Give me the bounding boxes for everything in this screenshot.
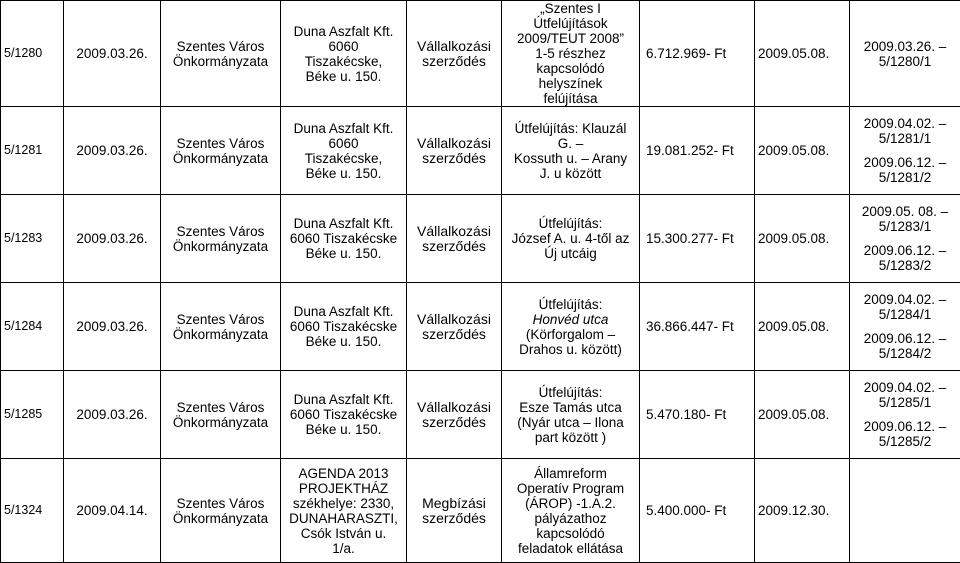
partner-line: Béke u. 150. (284, 246, 403, 261)
partner-line: Béke u. 150. (284, 422, 403, 437)
contract-type-line: Vállalkozási (410, 400, 498, 415)
amendment-refs (850, 195, 960, 283)
deadline-date: 2009.05.08. (755, 1, 850, 107)
subject-line: Útfelújítás: (505, 216, 636, 231)
contracting-party (161, 1, 281, 107)
amendment-ref-line: 5/1283/1 (853, 219, 957, 234)
subject-line: Útfelújítások (505, 16, 636, 31)
contract-type-line: Vállalkozási (410, 224, 498, 239)
contract-date: 2009.03.26. (64, 195, 161, 283)
contract-type (407, 371, 502, 459)
contract-date: 2009.03.26. (64, 283, 161, 371)
deadline-date: 2009.05.08. (755, 371, 850, 459)
subject-line: Esze Tamás utca (505, 400, 636, 415)
partner-line: PROJEKTHÁZ (284, 481, 403, 496)
contracts-table-body (1, 1, 960, 563)
record-id: 5/1283 (1, 195, 64, 283)
contract-type-line: Vállalkozási (410, 312, 498, 327)
partner-line: Duna Aszfalt Kft. (284, 121, 403, 136)
subject-line: Honvéd utca (505, 312, 636, 327)
party-line: Szentes Város (164, 400, 277, 415)
amendment-ref-line: 5/1283/2 (853, 258, 957, 273)
table-row (1, 459, 960, 563)
contracting-party (161, 107, 281, 195)
subject-line: helyszínek (505, 76, 636, 91)
subject-line: Operatív Program (505, 481, 636, 496)
table-row (1, 195, 960, 283)
contract-subject (502, 107, 640, 195)
amendment-refs (850, 283, 960, 371)
contracting-party (161, 459, 281, 563)
contract-type-line: Vállalkozási (410, 136, 498, 151)
partner-line: 6060 Tiszakécske (284, 231, 403, 246)
deadline-date: 2009.12.30. (755, 459, 850, 563)
table-row (1, 283, 960, 371)
amendment-ref-line: 5/1280/1 (853, 54, 957, 69)
contract-type-line: szerződés (410, 327, 498, 342)
deadline-date: 2009.05.08. (755, 195, 850, 283)
subject-line: Útfelújítás: (505, 385, 636, 400)
contract-type-line: Vállalkozási (410, 39, 498, 54)
table-row (1, 371, 960, 459)
amendment-ref-line: 2009.04.02. – (853, 292, 957, 307)
partner (281, 195, 407, 283)
party-line: Szentes Város (164, 312, 277, 327)
record-id: 5/1284 (1, 283, 64, 371)
partner-line: 6060 (284, 39, 403, 54)
partner (281, 459, 407, 563)
contract-date: 2009.03.26. (64, 1, 161, 107)
subject-line: (Körforgalom – (505, 327, 636, 342)
ref-spacer (853, 410, 957, 419)
amendment-ref-line: 5/1285/2 (853, 434, 957, 449)
amendment-ref-line: 2009.06.12. – (853, 155, 957, 170)
amendment-ref-line: 5/1285/1 (853, 395, 957, 410)
partner-line: 6060 Tiszakécske (284, 319, 403, 334)
record-id: 5/1280 (1, 1, 64, 107)
record-id: 5/1285 (1, 371, 64, 459)
subject-line: part között ) (505, 430, 636, 445)
partner-line: Béke u. 150. (284, 69, 403, 84)
contract-type (407, 107, 502, 195)
contract-type-line: szerződés (410, 511, 498, 526)
deadline-date: 2009.05.08. (755, 283, 850, 371)
amendment-refs (850, 371, 960, 459)
contract-subject (502, 283, 640, 371)
partner-line: Csók István u. (284, 526, 403, 541)
partner-line: DUNAHARASZTI, (284, 511, 403, 526)
party-line: Szentes Város (164, 224, 277, 239)
partner-line: székhelye: 2330, (284, 496, 403, 511)
contract-amount: 19.081.252- Ft (640, 107, 755, 195)
amendment-ref-line: 2009.04.02. – (853, 116, 957, 131)
subject-line: kapcsolódó (505, 526, 636, 541)
contract-date: 2009.03.26. (64, 107, 161, 195)
subject-line: kapcsolódó (505, 61, 636, 76)
subject-line: 1-5 részhez (505, 46, 636, 61)
partner (281, 371, 407, 459)
party-line: Önkormányzata (164, 54, 277, 69)
partner-line: Duna Aszfalt Kft. (284, 24, 403, 39)
partner-line: Béke u. 150. (284, 166, 403, 181)
contract-subject (502, 371, 640, 459)
subject-line: „Szentes I (505, 1, 636, 16)
contract-type-line: szerződés (410, 151, 498, 166)
contract-subject (502, 459, 640, 563)
contract-subject (502, 1, 640, 107)
subject-line: G. – (505, 136, 636, 151)
subject-line: (Nyár utca – Ilona (505, 415, 636, 430)
contract-type (407, 1, 502, 107)
party-line: Önkormányzata (164, 511, 277, 526)
partner-line: AGENDA 2013 (284, 466, 403, 481)
table-row (1, 107, 960, 195)
subject-line: Államreform (505, 466, 636, 481)
contract-amount: 36.866.447- Ft (640, 283, 755, 371)
partner-line: Béke u. 150. (284, 334, 403, 349)
contracting-party (161, 371, 281, 459)
contract-date: 2009.03.26. (64, 371, 161, 459)
partner-line: 6060 (284, 136, 403, 151)
party-line: Önkormányzata (164, 415, 277, 430)
subject-line: (ÁROP) -1.A.2. (505, 496, 636, 511)
contract-subject (502, 195, 640, 283)
contract-amount: 15.300.277- Ft (640, 195, 755, 283)
record-id: 5/1281 (1, 107, 64, 195)
subject-line: feladatok ellátása (505, 541, 636, 556)
amendment-ref-line: 5/1281/1 (853, 131, 957, 146)
contract-type (407, 459, 502, 563)
table-row (1, 1, 960, 107)
subject-line: Új utcáig (505, 246, 636, 261)
amendment-ref-line: 2009.06.12. – (853, 419, 957, 434)
partner (281, 1, 407, 107)
partner-line: Duna Aszfalt Kft. (284, 304, 403, 319)
contracting-party (161, 195, 281, 283)
amendment-ref-line: 2009.06.12. – (853, 243, 957, 258)
contract-amount: 5.400.000- Ft (640, 459, 755, 563)
party-line: Szentes Város (164, 136, 277, 151)
amendment-refs (850, 1, 960, 107)
party-line: Szentes Város (164, 496, 277, 511)
amendment-ref-line: 2009.05. 08. – (853, 204, 957, 219)
subject-line: pályázathoz (505, 511, 636, 526)
amendment-ref-line: 5/1284/2 (853, 346, 957, 361)
contract-type (407, 283, 502, 371)
subject-line: Útfelújítás: (505, 297, 636, 312)
contract-type-line: szerződés (410, 239, 498, 254)
partner-line: Tiszakécske, (284, 151, 403, 166)
subject-line: J. u között (505, 166, 636, 181)
subject-line: felújítása (505, 91, 636, 106)
amendment-ref-line: 5/1281/2 (853, 170, 957, 185)
contract-date: 2009.04.14. (64, 459, 161, 563)
partner-line: 6060 Tiszakécske (284, 407, 403, 422)
contract-type (407, 195, 502, 283)
subject-line: Útfelújítás: Klauzál (505, 121, 636, 136)
amendment-ref-line: 2009.03.26. – (853, 39, 957, 54)
contract-amount: 5.470.180- Ft (640, 371, 755, 459)
ref-spacer (853, 234, 957, 243)
party-line: Szentes Város (164, 39, 277, 54)
subject-line: 2009/TEUT 2008” (505, 31, 636, 46)
amendment-ref-line: 2009.06.12. – (853, 331, 957, 346)
amendment-refs (850, 107, 960, 195)
party-line: Önkormányzata (164, 327, 277, 342)
ref-spacer (853, 146, 957, 155)
party-line: Önkormányzata (164, 239, 277, 254)
contract-type-line: Megbízási (410, 496, 498, 511)
amendment-refs (850, 459, 960, 563)
deadline-date: 2009.05.08. (755, 107, 850, 195)
partner-line: 1/a. (284, 541, 403, 556)
contract-amount: 6.712.969- Ft (640, 1, 755, 107)
amendment-ref-line: 5/1284/1 (853, 307, 957, 322)
contracting-party (161, 283, 281, 371)
partner-line: Duna Aszfalt Kft. (284, 392, 403, 407)
amendment-ref-line: 2009.04.02. – (853, 380, 957, 395)
partner-line: Duna Aszfalt Kft. (284, 216, 403, 231)
subject-line: József A. u. 4-től az (505, 231, 636, 246)
party-line: Önkormányzata (164, 151, 277, 166)
contract-type-line: szerződés (410, 415, 498, 430)
partner-line: Tiszakécske, (284, 54, 403, 69)
subject-line: Drahos u. között) (505, 342, 636, 357)
partner (281, 107, 407, 195)
partner (281, 283, 407, 371)
ref-spacer (853, 322, 957, 331)
subject-line: Kossuth u. – Arany (505, 151, 636, 166)
contract-type-line: szerződés (410, 54, 498, 69)
record-id: 5/1324 (1, 459, 64, 563)
